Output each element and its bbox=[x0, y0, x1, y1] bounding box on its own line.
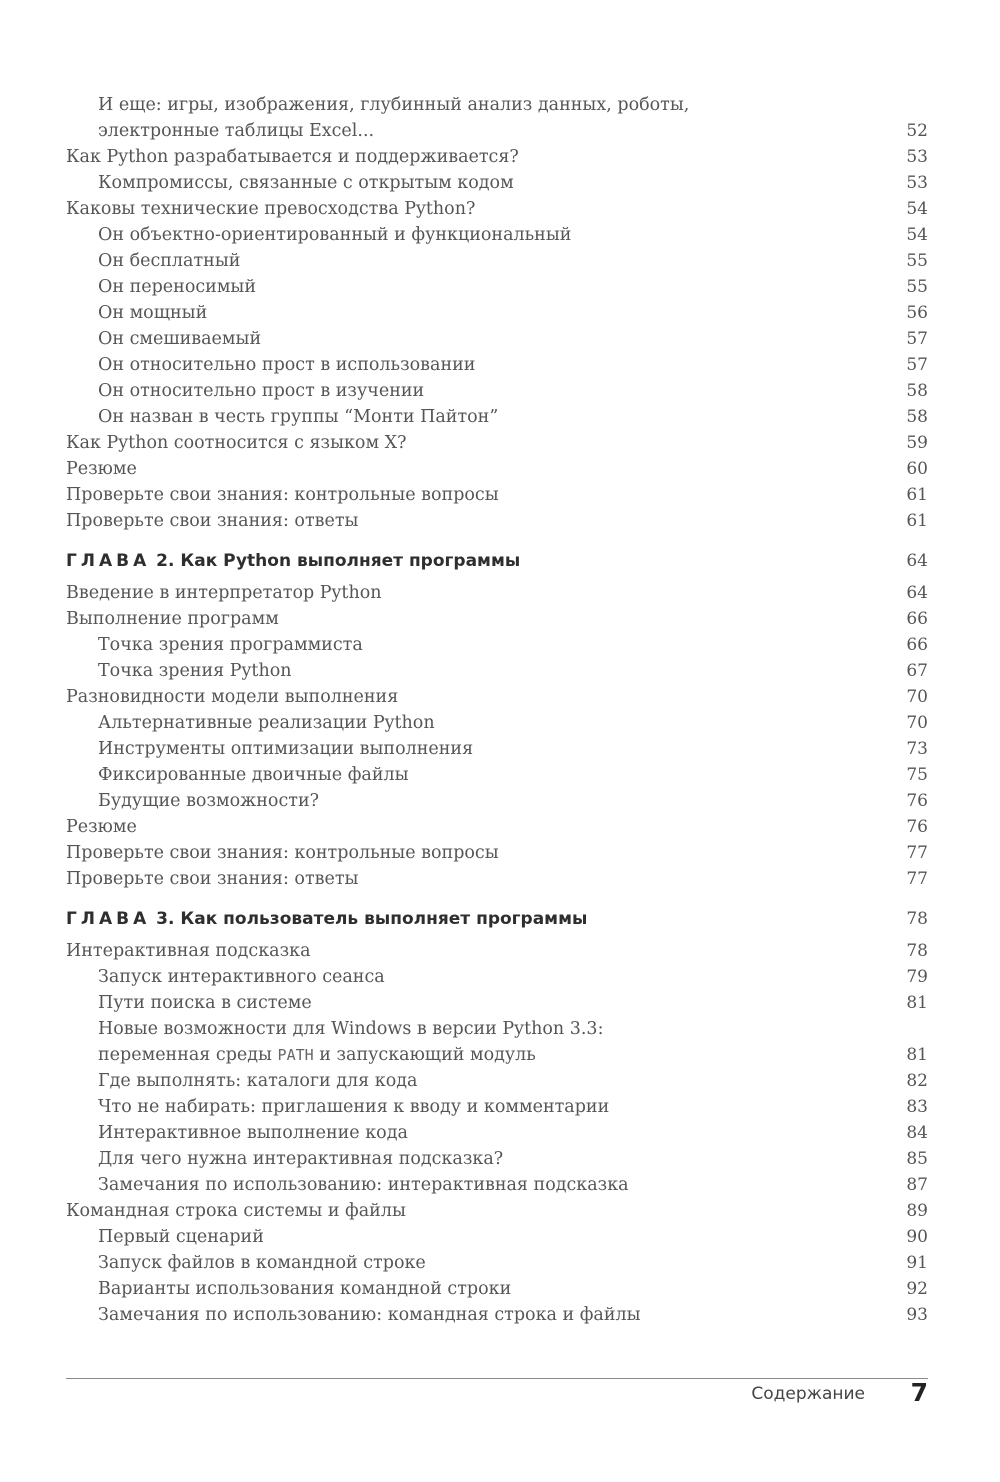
entry-title: Он мощный bbox=[98, 303, 208, 323]
toc-entry[interactable] bbox=[66, 170, 928, 196]
toc-entry[interactable] bbox=[66, 1224, 928, 1250]
toc-section-chapter3-part1 bbox=[66, 938, 928, 1042]
entry-title: Он относительно прост в использовании bbox=[98, 355, 476, 375]
entry-title: Проверьте свои знания: ответы bbox=[66, 511, 359, 531]
toc-entry[interactable] bbox=[66, 222, 928, 248]
entry-page: 57 bbox=[906, 329, 928, 349]
toc-section-chapter1-tail bbox=[66, 92, 928, 534]
entry-page: 93 bbox=[906, 1305, 928, 1325]
toc-entry[interactable] bbox=[66, 866, 928, 892]
entry-title: Проверьте свои знания: контрольные вопросы bbox=[66, 485, 499, 505]
toc-entry[interactable] bbox=[66, 736, 928, 762]
entry-title: Замечания по использованию: интерактивная подсказка bbox=[98, 1175, 629, 1195]
entry-page: 53 bbox=[906, 173, 928, 193]
entry-page: 92 bbox=[906, 1279, 928, 1299]
entry-title: И еще: игры, изображения, глубинный анализ данных, роботы, bbox=[98, 95, 690, 115]
toc-entry[interactable] bbox=[66, 118, 928, 144]
toc-entry[interactable] bbox=[66, 274, 928, 300]
entry-page: 53 bbox=[906, 147, 928, 167]
entry-title: Он назван в честь группы “Монти Пайтон” bbox=[98, 407, 499, 427]
toc-section-chapter2 bbox=[66, 580, 928, 892]
toc-entry[interactable] bbox=[66, 1068, 928, 1094]
entry-title: Он переносимый bbox=[98, 277, 257, 297]
entry-page: 76 bbox=[906, 791, 928, 811]
entry-page: 91 bbox=[906, 1253, 928, 1273]
entry-title: Фиксированные двоичные файлы bbox=[98, 765, 409, 785]
toc-entry[interactable] bbox=[66, 1094, 928, 1120]
chapter-label: ГЛАВА bbox=[66, 551, 151, 571]
entry-page: 73 bbox=[906, 739, 928, 759]
entry-title: Резюме bbox=[66, 459, 137, 479]
entry-page: 78 bbox=[906, 941, 928, 961]
entry-title: Выполнение программ bbox=[66, 609, 279, 629]
toc-entry[interactable] bbox=[66, 378, 928, 404]
entry-title: Введение в интерпретатор Python bbox=[66, 583, 382, 603]
toc-entry[interactable] bbox=[66, 300, 928, 326]
toc-entry[interactable] bbox=[66, 684, 928, 710]
entry-title: Он бесплатный bbox=[98, 251, 241, 271]
toc-entry[interactable] bbox=[66, 964, 928, 990]
chapter-label: ГЛАВА bbox=[66, 909, 151, 929]
footer-divider bbox=[66, 1378, 928, 1379]
entry-title-part: переменная среды bbox=[98, 1045, 278, 1065]
entry-title: Как Python соотносится с языком X? bbox=[66, 433, 407, 453]
entry-page: 82 bbox=[906, 1071, 928, 1091]
chapter-heading-3[interactable] bbox=[66, 906, 928, 932]
table-of-contents bbox=[66, 92, 928, 1328]
toc-entry[interactable] bbox=[66, 1146, 928, 1172]
toc-entry[interactable] bbox=[66, 1198, 928, 1224]
toc-entry[interactable] bbox=[66, 658, 928, 684]
entry-title: Разновидности модели выполнения bbox=[66, 687, 399, 707]
entry-title: Проверьте свои знания: контрольные вопросы bbox=[66, 843, 499, 863]
entry-title: Запуск интерактивного сеанса bbox=[98, 967, 385, 987]
entry-page: 54 bbox=[906, 199, 928, 219]
entry-title: Командная строка системы и файлы bbox=[66, 1201, 406, 1221]
entry-page: 90 bbox=[906, 1227, 928, 1247]
entry-page: 58 bbox=[906, 381, 928, 401]
toc-entry[interactable] bbox=[66, 580, 928, 606]
entry-title: Точка зрения программиста bbox=[98, 635, 363, 655]
entry-page: 75 bbox=[906, 765, 928, 785]
toc-entry[interactable] bbox=[66, 990, 928, 1016]
toc-entry[interactable] bbox=[66, 456, 928, 482]
entry-page: 61 bbox=[906, 511, 928, 531]
chapter-title: 2. Как Python выполняет программы bbox=[156, 551, 521, 571]
entry-title-part: и запускающий модуль bbox=[313, 1045, 536, 1065]
entry-page: 83 bbox=[906, 1097, 928, 1117]
entry-page: 81 bbox=[906, 1045, 928, 1065]
toc-entry[interactable] bbox=[66, 430, 928, 456]
entry-title: Что не набирать: приглашения к вводу и комментарии bbox=[98, 1097, 610, 1117]
toc-entry[interactable] bbox=[66, 482, 928, 508]
entry-title: Компромиссы, связанные с открытым кодом bbox=[98, 173, 514, 193]
toc-entry[interactable] bbox=[66, 814, 928, 840]
entry-page: 59 bbox=[906, 433, 928, 453]
chapter-heading-2[interactable] bbox=[66, 548, 928, 574]
entry-page: 67 bbox=[906, 661, 928, 681]
toc-entry[interactable] bbox=[66, 144, 928, 170]
entry-page: 55 bbox=[906, 277, 928, 297]
chapter-title: 3. Как пользователь выполняет программы bbox=[156, 909, 588, 929]
entry-page: 89 bbox=[906, 1201, 928, 1221]
entry-page: 85 bbox=[906, 1149, 928, 1169]
toc-entry[interactable] bbox=[66, 196, 928, 222]
entry-title: Альтернативные реализации Python bbox=[98, 713, 435, 733]
entry-page: 64 bbox=[906, 583, 928, 603]
toc-section-chapter3-part2 bbox=[66, 1068, 928, 1328]
entry-page: 87 bbox=[906, 1175, 928, 1195]
entry-page: 57 bbox=[906, 355, 928, 375]
entry-title: Где выполнять: каталоги для кода bbox=[98, 1071, 418, 1091]
entry-title: Новые возможности для Windows в версии Python 3.3: bbox=[98, 1019, 604, 1039]
entry-page: 54 bbox=[906, 225, 928, 245]
entry-title: Интерактивная подсказка bbox=[66, 941, 311, 961]
toc-entry[interactable] bbox=[66, 632, 928, 658]
entry-title: Резюме bbox=[66, 817, 137, 837]
entry-title: Инструменты оптимизации выполнения bbox=[98, 739, 474, 759]
running-footer-label: Содержание bbox=[751, 1384, 865, 1404]
entry-title: Он относительно прост в изучении bbox=[98, 381, 425, 401]
entry-title: Каковы технические превосходства Python? bbox=[66, 199, 476, 219]
toc-entry[interactable] bbox=[66, 508, 928, 534]
entry-page: 56 bbox=[906, 303, 928, 323]
entry-page: 61 bbox=[906, 485, 928, 505]
toc-entry[interactable] bbox=[66, 1120, 928, 1146]
entry-title: Интерактивное выполнение кода bbox=[98, 1123, 408, 1143]
entry-title: Точка зрения Python bbox=[98, 661, 292, 681]
entry-page: 60 bbox=[906, 459, 928, 479]
toc-entry[interactable] bbox=[66, 326, 928, 352]
entry-title: электронные таблицы Excel... bbox=[98, 121, 375, 141]
chapter-page: 78 bbox=[906, 909, 928, 929]
entry-page: 81 bbox=[906, 993, 928, 1013]
entry-title: Проверьте свои знания: ответы bbox=[66, 869, 359, 889]
toc-entry[interactable] bbox=[66, 1276, 928, 1302]
toc-entry[interactable] bbox=[66, 404, 928, 430]
toc-entry[interactable] bbox=[66, 938, 928, 964]
toc-entry[interactable] bbox=[66, 92, 928, 118]
entry-title: Варианты использования командной строки bbox=[98, 1279, 512, 1299]
toc-entry[interactable] bbox=[66, 788, 928, 814]
entry-page: 77 bbox=[906, 869, 928, 889]
entry-page: 66 bbox=[906, 609, 928, 629]
entry-title: Для чего нужна интерактивная подсказка? bbox=[98, 1149, 504, 1169]
entry-title: Будущие возможности? bbox=[98, 791, 319, 811]
entry-page: 76 bbox=[906, 817, 928, 837]
toc-entry[interactable] bbox=[66, 1302, 928, 1328]
toc-entry[interactable] bbox=[66, 1250, 928, 1276]
entry-title: Он объектно-ориентированный и функциональный bbox=[98, 225, 572, 245]
entry-title: Запуск файлов в командной строке bbox=[98, 1253, 426, 1273]
entry-page: 70 bbox=[906, 687, 928, 707]
entry-title: Он смешиваемый bbox=[98, 329, 262, 349]
toc-entry[interactable] bbox=[66, 606, 928, 632]
entry-title: Как Python разрабатывается и поддерживается? bbox=[66, 147, 519, 167]
toc-entry[interactable] bbox=[66, 1016, 928, 1042]
toc-entry[interactable] bbox=[66, 1042, 928, 1068]
entry-page: 66 bbox=[906, 635, 928, 655]
toc-entry[interactable] bbox=[66, 762, 928, 788]
chapter-page: 64 bbox=[906, 551, 928, 571]
entry-title: Пути поиска в системе bbox=[98, 993, 312, 1013]
entry-page: 70 bbox=[906, 713, 928, 733]
entry-page: 55 bbox=[906, 251, 928, 271]
toc-entry[interactable] bbox=[66, 840, 928, 866]
toc-entry[interactable] bbox=[66, 352, 928, 378]
toc-entry[interactable] bbox=[66, 1172, 928, 1198]
entry-title: Первый сценарий bbox=[98, 1227, 264, 1247]
toc-entry[interactable] bbox=[66, 248, 928, 274]
entry-title: Замечания по использованию: командная строка и файлы bbox=[98, 1305, 641, 1325]
entry-page: 58 bbox=[906, 407, 928, 427]
entry-page: 84 bbox=[906, 1123, 928, 1143]
entry-page: 52 bbox=[906, 121, 928, 141]
entry-page: 79 bbox=[906, 967, 928, 987]
path-code: PATH bbox=[277, 1046, 314, 1064]
toc-entry[interactable] bbox=[66, 710, 928, 736]
page-number: 7 bbox=[910, 1378, 928, 1407]
entry-page: 77 bbox=[906, 843, 928, 863]
